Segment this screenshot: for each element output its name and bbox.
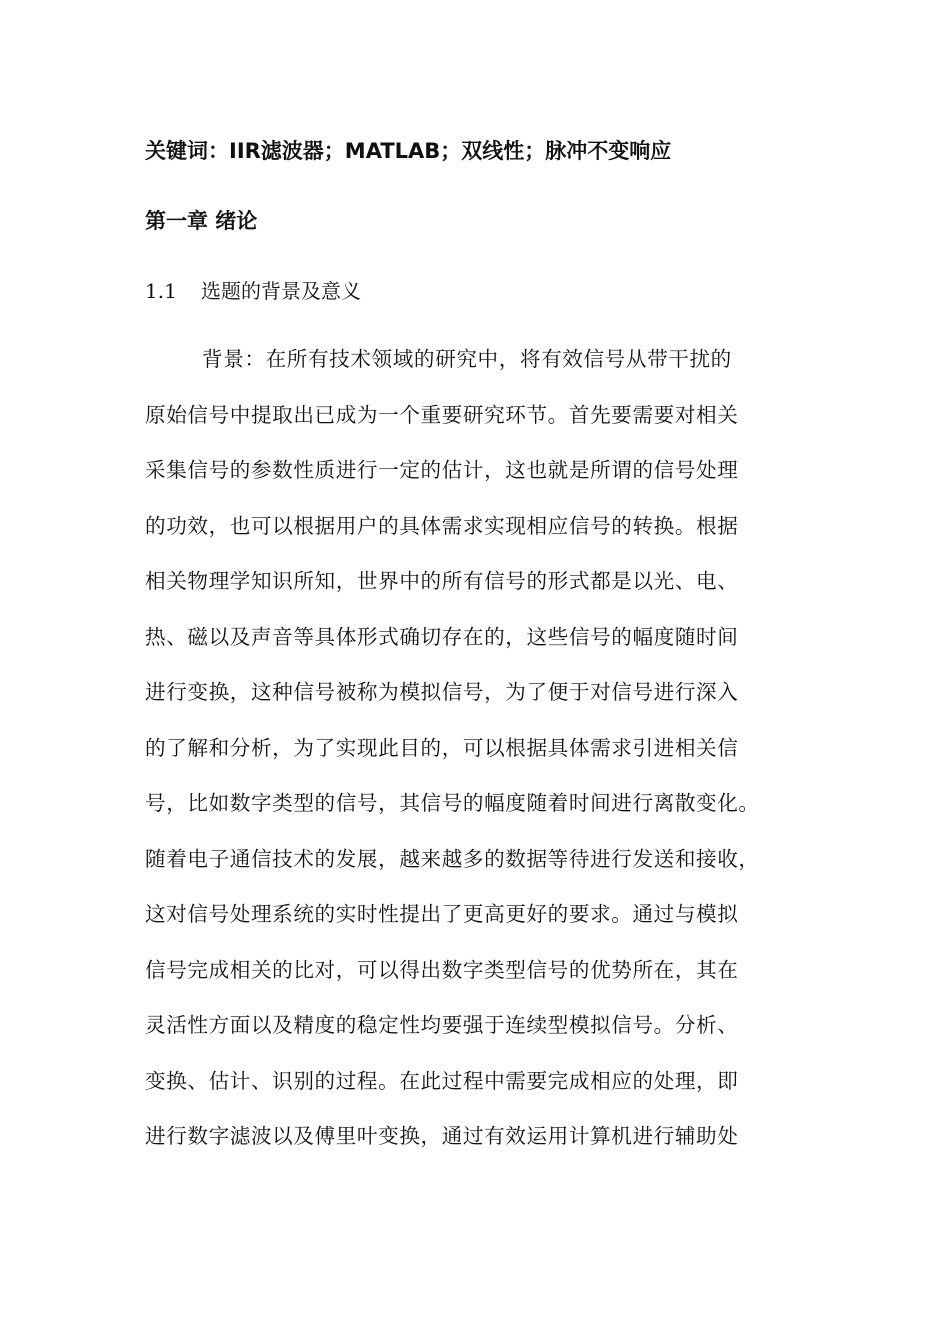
section-heading bbox=[145, 273, 361, 309]
chapter-title: 第一章 绪论 bbox=[145, 209, 258, 233]
section-number: 1.1 bbox=[145, 279, 177, 303]
paragraph-line: 相关物理学知识所知，世界中的所有信号的形式都是以光、电、 bbox=[145, 569, 739, 593]
paragraph-line: 信号完成相关的比对，可以得出数字类型信号的优势所在，其在 bbox=[145, 957, 739, 982]
paragraph-line: 背景：在所有技术领域的研究中，将有效信号从带干扰的 bbox=[202, 347, 732, 371]
section-title: 选题的背景及意义 bbox=[201, 279, 361, 303]
keywords-line: 关键词：IIR滤波器；MATLAB；双线性；脉冲不变响应 bbox=[145, 139, 672, 163]
paragraph-line: 号，比如数字类型的信号，其信号的幅度随着时间进行离散变化。 bbox=[145, 791, 760, 815]
paragraph-line: 进行数字滤波以及傅里叶变换，通过有效运用计算机进行辅助处 bbox=[145, 1124, 739, 1148]
paragraph-line: 的功效，也可以根据用户的具体需求实现相应信号的转换。根据 bbox=[145, 513, 739, 538]
paragraph-line: 随着电子通信技术的发展，越来越多的数据等待进行发送和接收， bbox=[145, 846, 760, 871]
paragraph-line: 变换、估计、识别的过程。在此过程中需要完成相应的处理，即 bbox=[145, 1068, 739, 1093]
paragraph-line: 进行变换，这种信号被称为模拟信号，为了便于对信号进行深入 bbox=[145, 680, 739, 704]
paragraph-line: 灵活性方面以及精度的稳定性均要强于连续型模拟信号。分析、 bbox=[145, 1013, 739, 1037]
paragraph-line: 采集信号的参数性质进行一定的估计，这也就是所谓的信号处理 bbox=[145, 458, 739, 482]
paragraph-line: 原始信号中提取出已成为一个重要研究环节。首先要需要对相关 bbox=[145, 402, 739, 427]
body-paragraph bbox=[145, 341, 805, 1174]
paragraph-line: 热、磁以及声音等具体形式确切存在的，这些信号的幅度随时间 bbox=[145, 624, 739, 649]
paragraph-line: 的了解和分析，为了实现此目的，可以根据具体需求引进相关信 bbox=[145, 735, 739, 760]
paragraph-line: 这对信号处理系统的实时性提出了更高更好的要求。通过与模拟 bbox=[145, 902, 739, 926]
